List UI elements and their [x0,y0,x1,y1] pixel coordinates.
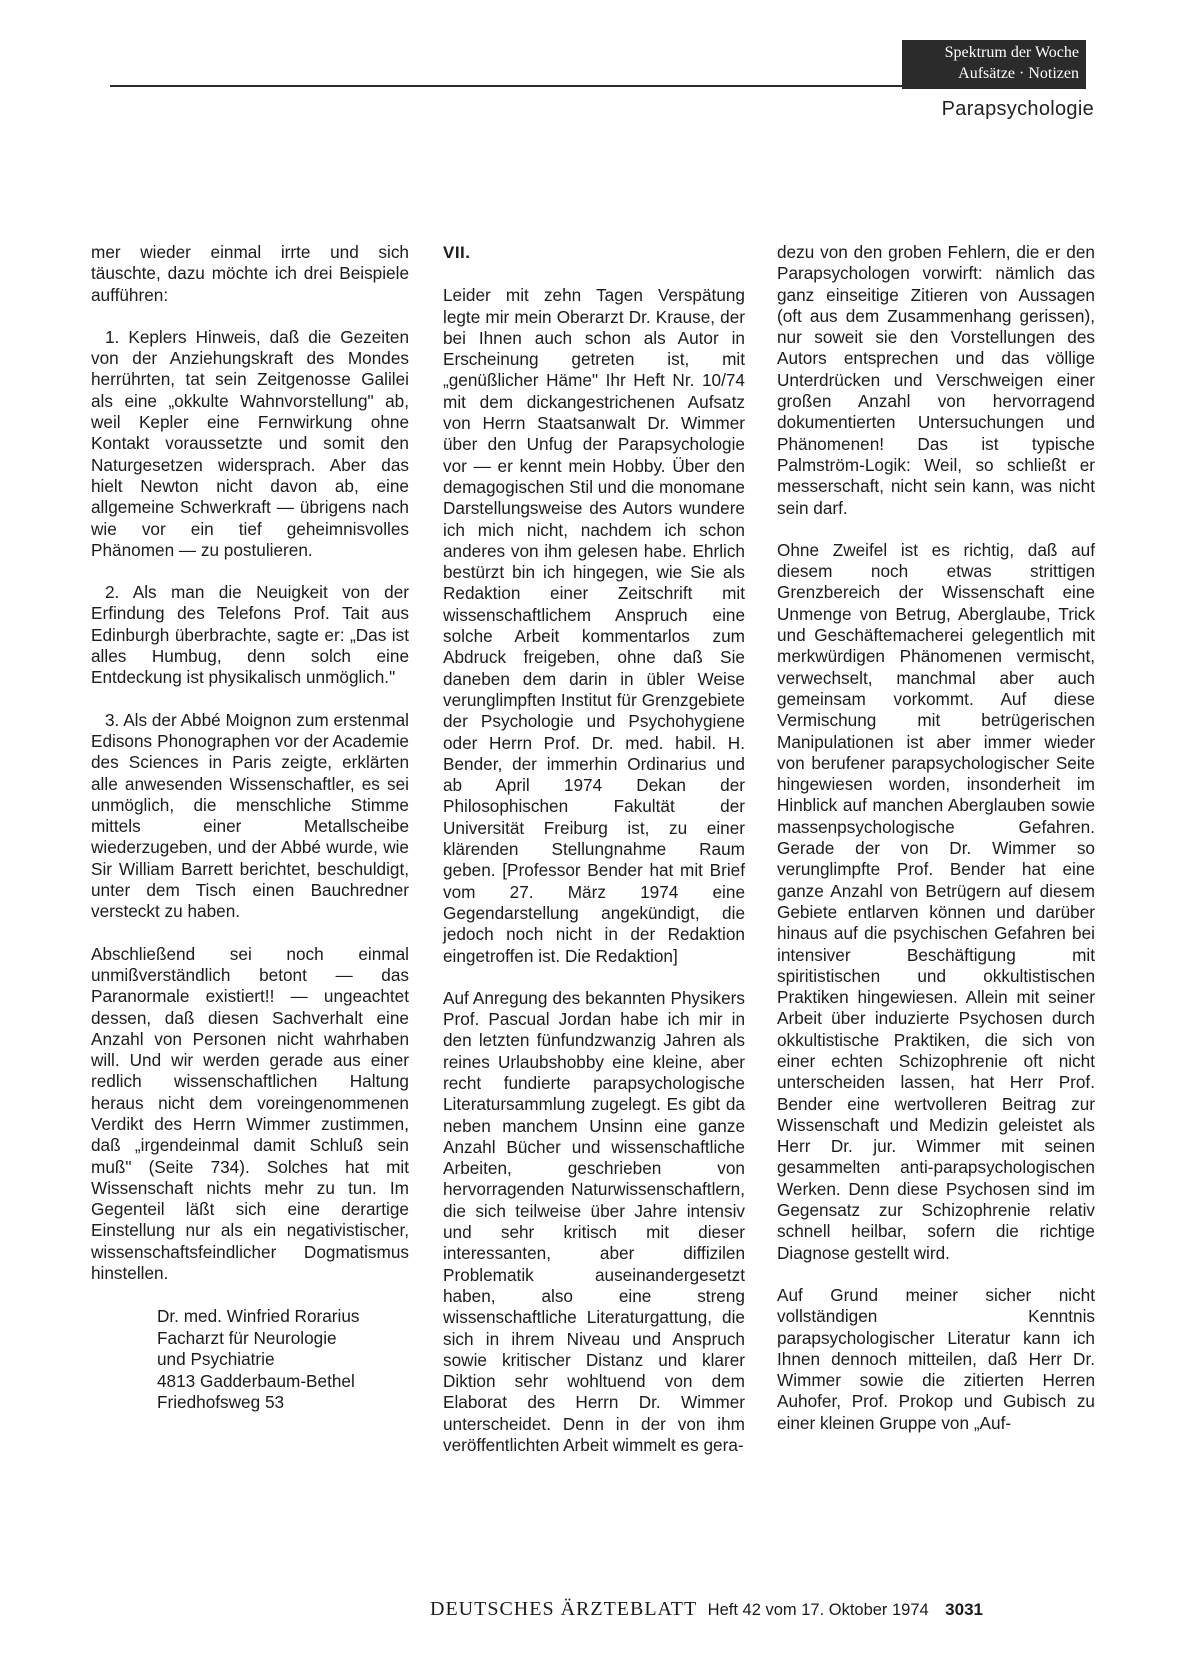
signature-line: Dr. med. Winfried Rorarius [157,1306,360,1327]
paragraph: Leider mit zehn Tagen Verspätung legte mir mein Oberarzt Dr. Krause, der bei Ihnen auch schon als Autor in Erscheinung getreten ist, mit „genüßlicher Häme" Ihr Heft Nr. 10/74 mit dem dickangestrichenen Aufsatz von Herrn Staatsanwalt Dr. Wimmer über den Unfug der Parapsychologie vor — er kennt mein Hobby. Über den demagogischen Stil und die monomane Darstellungsweise des Autors wundere ich mich nicht, nachdem ich schon anderes von ihm gelesen habe. Ehrlich bestürzt bin ich hingegen, wie Sie als Redaktion einer Zeitschrift mit wissenschaftlichem Anspruch eine solche Arbeit kommentarlos zum Abdruck freigeben, ohne daß Sie daneben dem darin in übler Weise verunglimpften Institut für Grenzgebiete der Psychologie und Psychohygiene oder Herrn Prof. Dr. med. habil. H. Bender, der immerhin Ordinarius und ab April 1974 Dekan der Philosophischen Fakultät der Universität Freiburg ist, zu einer klärenden Stellungnahme Raum geben. [Professor Bender hat mit Brief vom 27. März 1974 eine Gegendarstellung angekündigt, die jedoch noch nicht in der Redaktion eingetroffen ist. Die Redaktion] [443,285,745,966]
signature-line: 4813 Gadderbaum-Bethel [157,1370,355,1391]
column-1 [91,242,409,1414]
paragraph: Ohne Zweifel ist es richtig, daß auf diesem noch etwas strittigen Grenzbereich der Wissenschaft eine Unmenge von Betrug, Aberglaube, Trick und Geschäftemacherei gelegentlich mit merkwürdigen Phänomenen vermischt, verwechselt, manchmal aber auch gemeinsam vorkommt. Auf diese Vermischung mit betrügerischen Manipulationen ist aber immer wieder von berufener parapsychologischer Seite hingewiesen worden, insonderheit im Hinblick auf manchen Aberglauben sowie massenpsychologische Gefahren. Gerade der von Dr. Wimmer so verunglimpfte Prof. Bender hat eine ganze Anzahl von Betrügern auf diesem Gebiete entlarven können und darüber hinaus auf die psychischen Gefahren bei intensiver Beschäftigung mit spiritistischen und okkultistischen Praktiken hingewiesen. Allein mit seiner Arbeit über induzierte Psychosen durch okkultistische Praktiken, die sich von einer echten Schizophrenie oft nicht unterscheiden lassen, hat Herr Prof. Bender eine wertvolleren Beitrag zur Wissenschaft und Medizin geleistet als Herr Dr. jur. Wimmer mit seinen gesammelten anti-parapsychologischen Werken. Denn diese Psychosen sind im Gegensatz zur Schizophrenie relativ schnell heilbar, sofern die richtige Diagnose gestellt wird. [777,539,1095,1263]
paragraph: 1. Keplers Hinweis, daß die Gezeiten von der Anziehungskraft des Mondes herrührten, tat sein Zeitgenosse Galilei als eine „okkulte Wahnvorstellung" ab, weil Kepler eine Fernwirkung ohne Kontakt voraussetzte und somit den Naturgesetzen widersprach. Aber das hielt Newton nicht davon ab, eine allgemeine Schwerkraft — übrigens nach wie vor ein tief geheimnisvolles Phänomen — zu postulieren. [91,326,409,560]
badge-line-2: Aufsätze · Notizen [958,65,1079,82]
column-2 [443,242,745,1477]
section-badge [902,40,1086,89]
paragraph: Auf Grund meiner sicher nicht vollständigen Kenntnis parapsychologischer Literatur kann ich Ihnen dennoch mitteilen, daß Herr Dr. Wimmer sowie die zitierten Herren Auhofer, Prof. Prokop und Gubisch zu einer kleinen Gruppe von „Auf- [777,1284,1095,1433]
section-label: Parapsychologie [941,98,1094,120]
paragraph: mer wieder einmal irrte und sich täuschte, dazu möchte ich drei Beispiele aufführen: [91,242,409,305]
signature-line: Friedhofsweg 53 [157,1392,285,1413]
section-heading: VII. [443,243,471,262]
page-number: 3031 [945,1600,983,1619]
signature-line: und Psychiatrie [157,1349,275,1370]
paragraph: Abschließend sei noch einmal unmißverständlich betont — das Paranormale existiert!! — ungeachtet dessen, daß diesen Sachverhalt eine Anzahl von Personen nicht wahrhaben will. Und wir werden gerade aus einer redlich wissenschaftlichen Haltung heraus nicht dem voreingenommenen Verdikt des Herrn Wimmer zustimmen, daß „irgendeinmal damit Schluß sein muß" (Seite 734). Solches hat mit Wissenschaft nichts mehr zu tun. Im Gegenteil läßt sich eine derartige Einstellung nur als ein negativistischer, wissenschaftsfeindlicher Dogmatismus hinstellen. [91,943,409,1284]
signature-line: Facharzt für Neurologie [157,1327,337,1348]
paragraph: Auf Anregung des bekannten Physikers Prof. Pascual Jordan habe ich mir in den letzten fünfundzwanzig Jahren als reines Urlaubshobby eine kleine, aber recht fundierte parapsychologische Literatursammlung zugelegt. Es gibt da neben manchem Unsinn eine ganze Anzahl Bücher und wissenschaftliche Arbeiten, geschrieben von hervorragenden Naturwissenschaftlern, die sich teilweise über Jahre intensiv und sehr kritisch mit dieser interessanten, aber diffizilen Problematik auseinandergesetzt haben, also eine streng wissenschaftliche Literaturgattung, die sich in ihrem Niveau und Anspruch sowie kritischer Distanz und klarer Diktion sehr wohltuend von dem Elaborat des Herrn Dr. Wimmer unterscheidet. Denn in der von ihm veröffentlichten Arbeit wimmelt es gera- [443,987,745,1456]
page-footer [430,1598,983,1621]
journal-name: DEUTSCHES ÄRZTEBLATT [430,1598,698,1620]
column-3 [777,242,1095,1455]
badge-line-1: Spektrum der Woche [944,44,1079,61]
paragraph: 3. Als der Abbé Moignon zum erstenmal Edisons Phonographen vor der Academie des Sciences in Paris zeigte, erklärten alle anwesenden Wissenschaftler, es sei unmöglich, die menschliche Stimme mittels einer Metallscheibe wiederzugeben, und der Abbé wurde, wie Sir William Barrett berichtet, beschuldigt, unter dem Tisch einen Bauchredner versteckt zu haben. [91,709,409,922]
issue-info: Heft 42 vom 17. Oktober 1974 [707,1601,929,1619]
paragraph: dezu von den groben Fehlern, die er den Parapsychologen vorwirft: nämlich das ganz einseitige Zitieren von Aussagen (oft aus dem Zusammenhang gerissen), nur soweit sie den Vorstellungen des Autors entsprechen und das völlige Unterdrücken und Verschweigen einer großen Anzahl von hervorragend dokumentierten Untersuchungen und Phänomenen! Das ist typische Palmström-Logik: Weil, so schließt er messerschaft, nicht sein kann, was nicht sein darf. [777,242,1095,518]
author-signature [157,1306,409,1414]
paragraph: 2. Als man die Neuigkeit von der Erfindung des Telefons Prof. Tait aus Edinburgh überbrachte, sagte er: „Das ist alles Humbug, denn solch eine Entdeckung ist physikalisch unmöglich." [91,582,409,688]
